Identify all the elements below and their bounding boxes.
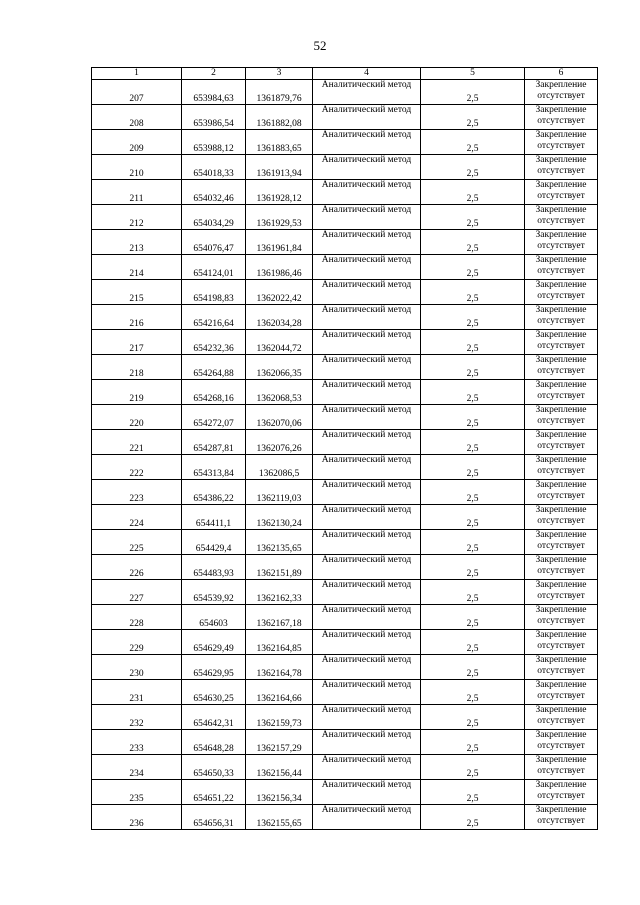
table-row — [92, 180, 598, 205]
accuracy-cell: 2,5 — [421, 530, 525, 555]
x-coordinate-cell: 654386,22 — [182, 480, 246, 505]
accuracy-cell: 2,5 — [421, 430, 525, 455]
table-row — [92, 530, 598, 555]
method-cell: Аналитический метод — [313, 305, 421, 330]
accuracy-cell: 2,5 — [421, 355, 525, 380]
y-coordinate-cell: 1361928,12 — [246, 180, 313, 205]
x-coordinate-cell: 654656,31 — [182, 805, 246, 830]
point-number-cell: 227 — [92, 580, 182, 605]
method-cell: Аналитический метод — [313, 130, 421, 155]
method-cell: Аналитический метод — [313, 505, 421, 530]
fixation-cell: Закрепление отсутствует — [525, 680, 598, 705]
accuracy-cell: 2,5 — [421, 805, 525, 830]
table-row — [92, 305, 598, 330]
accuracy-cell: 2,5 — [421, 655, 525, 680]
x-coordinate-cell: 653984,63 — [182, 80, 246, 105]
table-row — [92, 755, 598, 780]
y-coordinate-cell: 1362034,28 — [246, 305, 313, 330]
method-cell: Аналитический метод — [313, 105, 421, 130]
fixation-cell: Закрепление отсутствует — [525, 805, 598, 830]
accuracy-cell: 2,5 — [421, 230, 525, 255]
table-row — [92, 80, 598, 105]
method-cell: Аналитический метод — [313, 805, 421, 830]
point-number-cell: 235 — [92, 780, 182, 805]
y-coordinate-cell: 1362159,73 — [246, 705, 313, 730]
x-coordinate-cell: 654429,4 — [182, 530, 246, 555]
method-cell: Аналитический метод — [313, 630, 421, 655]
accuracy-cell: 2,5 — [421, 330, 525, 355]
fixation-cell: Закрепление отсутствует — [525, 155, 598, 180]
fixation-cell: Закрепление отсутствует — [525, 380, 598, 405]
fixation-cell: Закрепление отсутствует — [525, 730, 598, 755]
fixation-cell: Закрепление отсутствует — [525, 405, 598, 430]
y-coordinate-cell: 1361883,65 — [246, 130, 313, 155]
table-row — [92, 280, 598, 305]
x-coordinate-cell: 654411,1 — [182, 505, 246, 530]
fixation-cell: Закрепление отсутствует — [525, 555, 598, 580]
x-coordinate-cell: 654076,47 — [182, 230, 246, 255]
table-row — [92, 605, 598, 630]
method-cell: Аналитический метод — [313, 680, 421, 705]
x-coordinate-cell: 654629,49 — [182, 630, 246, 655]
point-number-cell: 236 — [92, 805, 182, 830]
table-row — [92, 480, 598, 505]
header-cell-3: 3 — [246, 68, 313, 80]
y-coordinate-cell: 1361986,46 — [246, 255, 313, 280]
accuracy-cell: 2,5 — [421, 80, 525, 105]
accuracy-cell: 2,5 — [421, 580, 525, 605]
accuracy-cell: 2,5 — [421, 605, 525, 630]
point-number-cell: 231 — [92, 680, 182, 705]
point-number-cell: 211 — [92, 180, 182, 205]
point-number-cell: 214 — [92, 255, 182, 280]
fixation-cell: Закрепление отсутствует — [525, 505, 598, 530]
method-cell: Аналитический метод — [313, 605, 421, 630]
table-row — [92, 730, 598, 755]
method-cell: Аналитический метод — [313, 580, 421, 605]
fixation-cell: Закрепление отсутствует — [525, 630, 598, 655]
fixation-cell: Закрепление отсутствует — [525, 305, 598, 330]
x-coordinate-cell: 654198,83 — [182, 280, 246, 305]
method-cell: Аналитический метод — [313, 180, 421, 205]
accuracy-cell: 2,5 — [421, 130, 525, 155]
header-cell-4: 4 — [313, 68, 421, 80]
table-row — [92, 705, 598, 730]
table-row — [92, 630, 598, 655]
accuracy-cell: 2,5 — [421, 680, 525, 705]
x-coordinate-cell: 654018,33 — [182, 155, 246, 180]
method-cell: Аналитический метод — [313, 405, 421, 430]
y-coordinate-cell: 1361929,53 — [246, 205, 313, 230]
y-coordinate-cell: 1362162,33 — [246, 580, 313, 605]
coordinates-table — [91, 67, 598, 830]
fixation-cell: Закрепление отсутствует — [525, 580, 598, 605]
x-coordinate-cell: 654539,92 — [182, 580, 246, 605]
method-cell: Аналитический метод — [313, 230, 421, 255]
accuracy-cell: 2,5 — [421, 155, 525, 180]
y-coordinate-cell: 1362119,03 — [246, 480, 313, 505]
y-coordinate-cell: 1362076,26 — [246, 430, 313, 455]
fixation-cell: Закрепление отсутствует — [525, 230, 598, 255]
x-coordinate-cell: 654651,22 — [182, 780, 246, 805]
fixation-cell: Закрепление отсутствует — [525, 530, 598, 555]
x-coordinate-cell: 654483,93 — [182, 555, 246, 580]
x-coordinate-cell: 654034,29 — [182, 205, 246, 230]
point-number-cell: 219 — [92, 380, 182, 405]
x-coordinate-cell: 654630,25 — [182, 680, 246, 705]
table-row — [92, 205, 598, 230]
fixation-cell: Закрепление отсутствует — [525, 355, 598, 380]
x-coordinate-cell: 654272,07 — [182, 405, 246, 430]
point-number-cell: 208 — [92, 105, 182, 130]
accuracy-cell: 2,5 — [421, 555, 525, 580]
method-cell: Аналитический метод — [313, 430, 421, 455]
point-number-cell: 215 — [92, 280, 182, 305]
table-row — [92, 430, 598, 455]
accuracy-cell: 2,5 — [421, 280, 525, 305]
fixation-cell: Закрепление отсутствует — [525, 205, 598, 230]
point-number-cell: 223 — [92, 480, 182, 505]
x-coordinate-cell: 654603 — [182, 605, 246, 630]
method-cell: Аналитический метод — [313, 530, 421, 555]
method-cell: Аналитический метод — [313, 480, 421, 505]
table-body — [92, 80, 598, 830]
accuracy-cell: 2,5 — [421, 705, 525, 730]
point-number-cell: 212 — [92, 205, 182, 230]
x-coordinate-cell: 654268,16 — [182, 380, 246, 405]
y-coordinate-cell: 1362156,44 — [246, 755, 313, 780]
header-cell-6: 6 — [525, 68, 598, 80]
x-coordinate-cell: 654650,33 — [182, 755, 246, 780]
y-coordinate-cell: 1362066,35 — [246, 355, 313, 380]
table-row — [92, 255, 598, 280]
table-row — [92, 405, 598, 430]
accuracy-cell: 2,5 — [421, 205, 525, 230]
point-number-cell: 226 — [92, 555, 182, 580]
x-coordinate-cell: 653986,54 — [182, 105, 246, 130]
y-coordinate-cell: 1362135,65 — [246, 530, 313, 555]
accuracy-cell: 2,5 — [421, 730, 525, 755]
table-row — [92, 230, 598, 255]
point-number-cell: 232 — [92, 705, 182, 730]
x-coordinate-cell: 654648,28 — [182, 730, 246, 755]
point-number-cell: 225 — [92, 530, 182, 555]
point-number-cell: 222 — [92, 455, 182, 480]
x-coordinate-cell: 653988,12 — [182, 130, 246, 155]
point-number-cell: 234 — [92, 755, 182, 780]
accuracy-cell: 2,5 — [421, 505, 525, 530]
accuracy-cell: 2,5 — [421, 105, 525, 130]
table-row — [92, 780, 598, 805]
table-row — [92, 355, 598, 380]
y-coordinate-cell: 1362157,29 — [246, 730, 313, 755]
method-cell: Аналитический метод — [313, 255, 421, 280]
accuracy-cell: 2,5 — [421, 480, 525, 505]
fixation-cell: Закрепление отсутствует — [525, 705, 598, 730]
method-cell: Аналитический метод — [313, 330, 421, 355]
point-number-cell: 233 — [92, 730, 182, 755]
x-coordinate-cell: 654642,31 — [182, 705, 246, 730]
point-number-cell: 224 — [92, 505, 182, 530]
point-number-cell: 213 — [92, 230, 182, 255]
accuracy-cell: 2,5 — [421, 405, 525, 430]
page-number: 52 — [313, 38, 327, 53]
method-cell: Аналитический метод — [313, 355, 421, 380]
y-coordinate-cell: 1361913,94 — [246, 155, 313, 180]
x-coordinate-cell: 654124,01 — [182, 255, 246, 280]
x-coordinate-cell: 654287,81 — [182, 430, 246, 455]
method-cell: Аналитический метод — [313, 730, 421, 755]
table-row — [92, 105, 598, 130]
accuracy-cell: 2,5 — [421, 380, 525, 405]
table-row — [92, 155, 598, 180]
accuracy-cell: 2,5 — [421, 255, 525, 280]
fixation-cell: Закрепление отсутствует — [525, 80, 598, 105]
fixation-cell: Закрепление отсутствует — [525, 480, 598, 505]
method-cell: Аналитический метод — [313, 80, 421, 105]
point-number-cell: 218 — [92, 355, 182, 380]
y-coordinate-cell: 1362156,34 — [246, 780, 313, 805]
y-coordinate-cell: 1362164,78 — [246, 655, 313, 680]
method-cell: Аналитический метод — [313, 780, 421, 805]
y-coordinate-cell: 1362044,72 — [246, 330, 313, 355]
table-row — [92, 505, 598, 530]
point-number-cell: 220 — [92, 405, 182, 430]
y-coordinate-cell: 1361879,76 — [246, 80, 313, 105]
y-coordinate-cell: 1362155,65 — [246, 805, 313, 830]
method-cell: Аналитический метод — [313, 155, 421, 180]
y-coordinate-cell: 1361961,84 — [246, 230, 313, 255]
header-cell-5: 5 — [421, 68, 525, 80]
table-row — [92, 380, 598, 405]
fixation-cell: Закрепление отсутствует — [525, 430, 598, 455]
point-number-cell: 209 — [92, 130, 182, 155]
table-row — [92, 455, 598, 480]
method-cell: Аналитический метод — [313, 380, 421, 405]
x-coordinate-cell: 654629,95 — [182, 655, 246, 680]
method-cell: Аналитический метод — [313, 705, 421, 730]
method-cell: Аналитический метод — [313, 755, 421, 780]
method-cell: Аналитический метод — [313, 205, 421, 230]
y-coordinate-cell: 1362022,42 — [246, 280, 313, 305]
fixation-cell: Закрепление отсутствует — [525, 755, 598, 780]
y-coordinate-cell: 1362167,18 — [246, 605, 313, 630]
table-row — [92, 330, 598, 355]
table-row — [92, 805, 598, 830]
fixation-cell: Закрепление отсутствует — [525, 105, 598, 130]
method-cell: Аналитический метод — [313, 455, 421, 480]
table-row — [92, 655, 598, 680]
table-row — [92, 130, 598, 155]
point-number-cell: 229 — [92, 630, 182, 655]
point-number-cell: 217 — [92, 330, 182, 355]
fixation-cell: Закрепление отсутствует — [525, 280, 598, 305]
fixation-cell: Закрепление отсутствует — [525, 130, 598, 155]
header-row — [92, 68, 598, 80]
fixation-cell: Закрепление отсутствует — [525, 655, 598, 680]
fixation-cell: Закрепление отсутствует — [525, 255, 598, 280]
accuracy-cell: 2,5 — [421, 630, 525, 655]
point-number-cell: 221 — [92, 430, 182, 455]
x-coordinate-cell: 654032,46 — [182, 180, 246, 205]
accuracy-cell: 2,5 — [421, 180, 525, 205]
y-coordinate-cell: 1362068,53 — [246, 380, 313, 405]
accuracy-cell: 2,5 — [421, 305, 525, 330]
method-cell: Аналитический метод — [313, 280, 421, 305]
y-coordinate-cell: 1362130,24 — [246, 505, 313, 530]
fixation-cell: Закрепление отсутствует — [525, 330, 598, 355]
accuracy-cell: 2,5 — [421, 455, 525, 480]
x-coordinate-cell: 654313,84 — [182, 455, 246, 480]
point-number-cell: 230 — [92, 655, 182, 680]
point-number-cell: 210 — [92, 155, 182, 180]
x-coordinate-cell: 654216,64 — [182, 305, 246, 330]
accuracy-cell: 2,5 — [421, 780, 525, 805]
table-row — [92, 555, 598, 580]
point-number-cell: 207 — [92, 80, 182, 105]
x-coordinate-cell: 654264,88 — [182, 355, 246, 380]
y-coordinate-cell: 1361882,08 — [246, 105, 313, 130]
method-cell: Аналитический метод — [313, 555, 421, 580]
y-coordinate-cell: 1362086,5 — [246, 455, 313, 480]
point-number-cell: 228 — [92, 605, 182, 630]
fixation-cell: Закрепление отсутствует — [525, 180, 598, 205]
y-coordinate-cell: 1362164,66 — [246, 680, 313, 705]
fixation-cell: Закрепление отсутствует — [525, 780, 598, 805]
x-coordinate-cell: 654232,36 — [182, 330, 246, 355]
header-cell-1: 1 — [92, 68, 182, 80]
table-row — [92, 580, 598, 605]
y-coordinate-cell: 1362151,89 — [246, 555, 313, 580]
y-coordinate-cell: 1362070,06 — [246, 405, 313, 430]
point-number-cell: 216 — [92, 305, 182, 330]
table-row — [92, 680, 598, 705]
fixation-cell: Закрепление отсутствует — [525, 455, 598, 480]
y-coordinate-cell: 1362164,85 — [246, 630, 313, 655]
header-cell-2: 2 — [182, 68, 246, 80]
fixation-cell: Закрепление отсутствует — [525, 605, 598, 630]
method-cell: Аналитический метод — [313, 655, 421, 680]
accuracy-cell: 2,5 — [421, 755, 525, 780]
